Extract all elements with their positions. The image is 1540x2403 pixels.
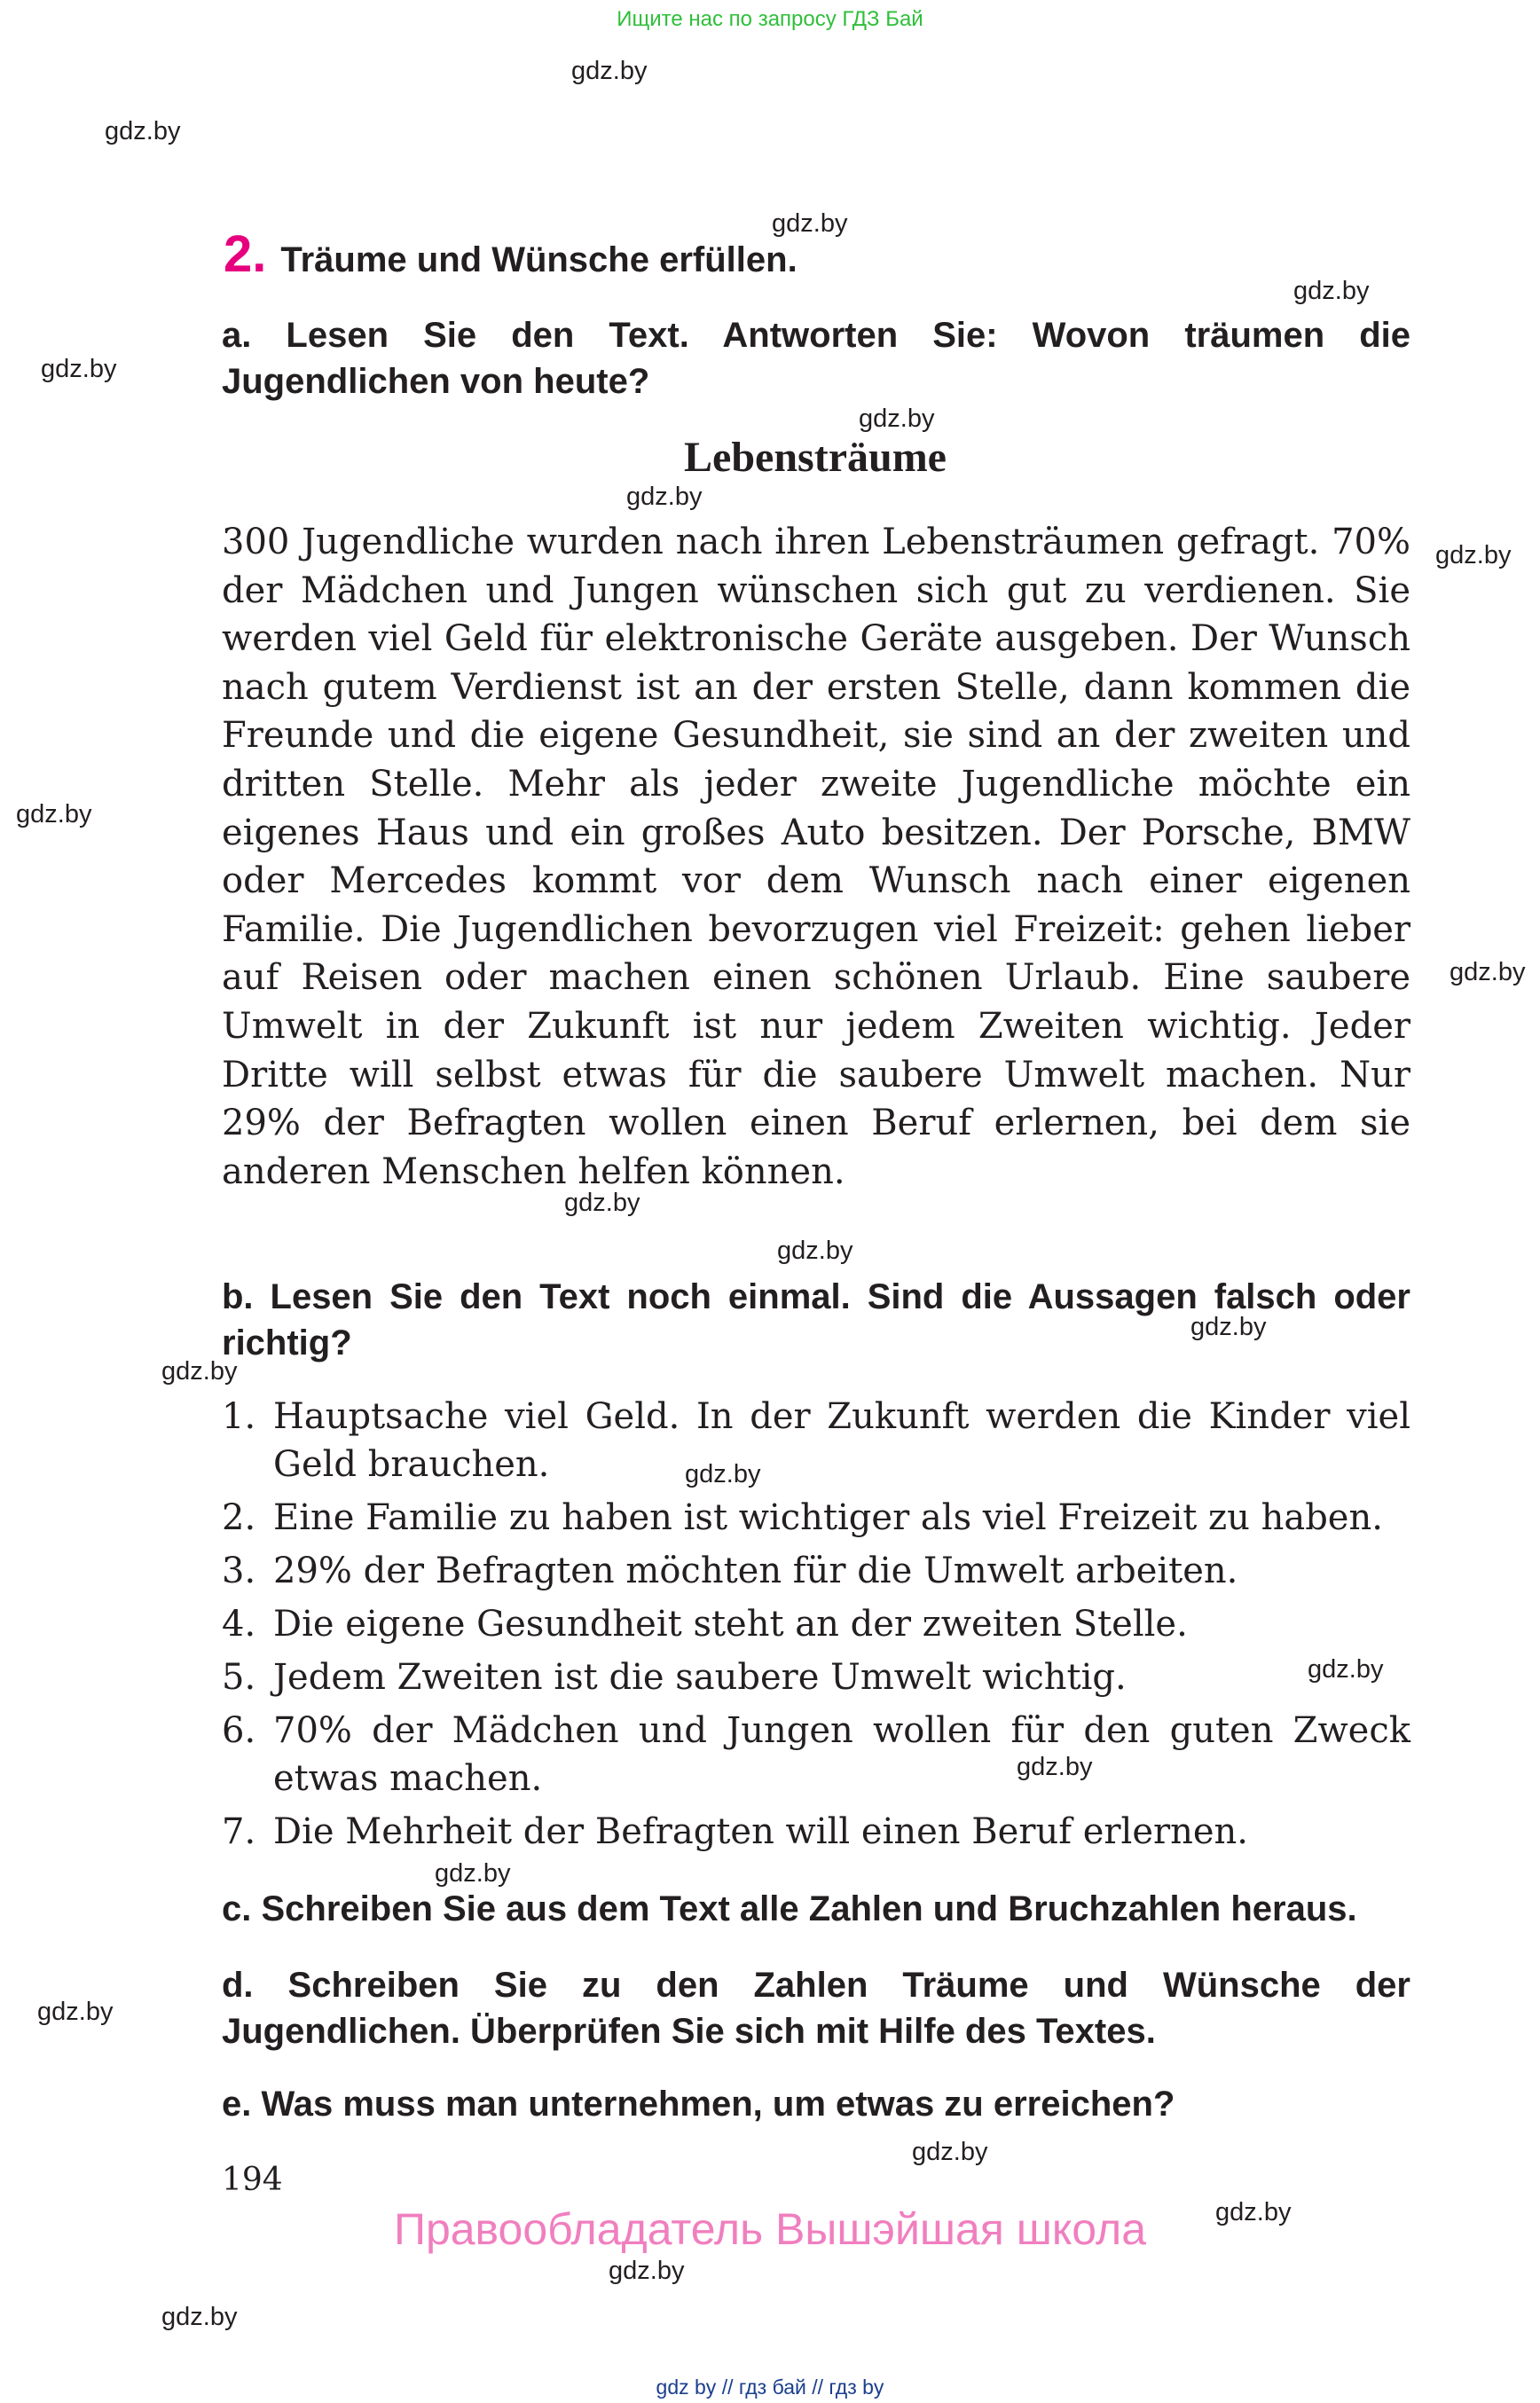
watermark: gdz.by bbox=[772, 209, 848, 238]
statement-item bbox=[222, 1653, 1410, 1701]
watermark: gdz.by bbox=[777, 1237, 853, 1265]
task-d: d. Schreiben Sie zu den Zahlen Träume und Wünsche der Jugendlichen. Überprüfen Sie sich mit Hilfe des Textes. bbox=[222, 1966, 1410, 2051]
statement-item bbox=[222, 1808, 1410, 1856]
watermark: gdz.by bbox=[105, 117, 181, 145]
watermark: gdz.by bbox=[161, 2303, 238, 2331]
statement-number: 7. bbox=[222, 1811, 256, 1852]
statement-number: 6. bbox=[222, 1710, 256, 1751]
statement-text: 29% der Befragten möchten für die Umwelt arbeiten. bbox=[273, 1551, 1238, 1591]
footer-links: gdz by // гдз бай // гдз by bbox=[656, 2376, 884, 2399]
statement-number: 1. bbox=[222, 1396, 256, 1437]
watermark: gdz.by bbox=[1435, 541, 1512, 569]
page-number: 194 bbox=[222, 2162, 283, 2198]
watermark: gdz.by bbox=[1293, 277, 1370, 305]
task-b: b. Lesen Sie den Text noch einmal. Sind die Aussagen falsch oder richtig? bbox=[222, 1277, 1410, 1362]
watermark: gdz.by bbox=[571, 57, 648, 85]
statement-number: 4. bbox=[222, 1604, 256, 1645]
watermark: gdz.by bbox=[1450, 958, 1526, 986]
watermark: gdz.by bbox=[912, 2138, 988, 2166]
watermark: gdz.by bbox=[609, 2257, 685, 2285]
exercise-number: 2. bbox=[224, 225, 267, 283]
statement-number: 5. bbox=[222, 1657, 256, 1698]
statement-item bbox=[222, 1547, 1410, 1595]
statement-text: Eine Familie zu haben ist wichtiger als viel Freizeit zu haben. bbox=[273, 1497, 1383, 1538]
statement-number: 2. bbox=[222, 1497, 256, 1538]
watermark: gdz.by bbox=[564, 1189, 640, 1217]
statement-text: Die eigene Gesundheit steht an der zweiten Stelle. bbox=[273, 1604, 1188, 1645]
statement-text: 70% der Mädchen und Jungen wollen für den guten Zweck etwas machen. bbox=[273, 1710, 1410, 1799]
statement-number: 3. bbox=[222, 1551, 256, 1591]
exercise-title: Träume und Wünsche erfüllen. bbox=[280, 240, 798, 279]
watermark: gdz.by bbox=[1215, 2198, 1292, 2226]
watermark: gdz.by bbox=[435, 1859, 511, 1888]
statement-item bbox=[222, 1393, 1410, 1488]
watermark: gdz.by bbox=[1017, 1753, 1093, 1781]
reading-text: 300 Jugendliche wurden nach ihren Lebensträumen gefragt. 70% der Mädchen und Jungen wünschen sich gut zu verdienen. Sie werden viel Geld für elektronische Geräte ausgeben. Der Wunsch nach gutem Verdienst ist an der ersten Stelle, dann kommen die Freunde und die eigene Gesundheit, sie sind an der zweiten und dritten Stelle. Mehr als jeder zweite Jugendliche möchte ein eigenes Haus und ein großes Auto besitzen. Der Porsche, BMW oder Mercedes kommt vor dem Wunsch nach einer eigenen Familie. Die Jugendlichen bevorzugen viel Freizeit: gehen lieber auf Reisen oder machen einen schönen Urlaub. Eine saubere Umwelt in der Zukunft ist nur jedem Zweiten wichtig. Jeder Dritte will selbst etwas für die saubere Umwelt machen. Nur 29% der Befragten wollen einen Beruf erlernen, bei dem sie anderen Menschen helfen können. bbox=[222, 522, 1410, 1192]
exercise-header bbox=[224, 225, 798, 283]
watermark: gdz.by bbox=[685, 1460, 761, 1488]
watermark: gdz.by bbox=[626, 483, 703, 511]
watermark: gdz.by bbox=[859, 404, 935, 433]
task-e: e. Was muss man unternehmen, um etwas zu erreichen? bbox=[222, 2085, 1175, 2124]
statement-text: Jedem Zweiten ist die saubere Umwelt wichtig. bbox=[273, 1657, 1127, 1698]
watermark: gdz.by bbox=[41, 355, 117, 383]
rights-holder-notice: Правообладатель Вышэйшая школа bbox=[394, 2204, 1146, 2254]
top-banner: Ищите нас по запросу ГДЗ Бай bbox=[617, 7, 923, 31]
watermark: gdz.by bbox=[16, 800, 92, 828]
watermark: gdz.by bbox=[1190, 1313, 1267, 1341]
statement-text: Die Mehrheit der Befragten will einen Beruf erlernen. bbox=[273, 1811, 1249, 1852]
task-c: c. Schreiben Sie aus dem Text alle Zahlen und Bruchzahlen heraus. bbox=[222, 1889, 1357, 1928]
statement-item bbox=[222, 1707, 1410, 1802]
statement-item bbox=[222, 1600, 1410, 1648]
watermark: gdz.by bbox=[1308, 1655, 1384, 1684]
task-a: a. Lesen Sie den Text. Antworten Sie: Wovon träumen die Jugendlichen von heute? bbox=[222, 316, 1410, 401]
statement-item bbox=[222, 1494, 1410, 1542]
reading-title: Lebensträume bbox=[684, 434, 947, 481]
statement-list bbox=[222, 1393, 1410, 1861]
statement-text: Hauptsache viel Geld. In der Zukunft werden die Kinder viel Geld brauchen. bbox=[273, 1396, 1410, 1485]
watermark: gdz.by bbox=[161, 1357, 238, 1386]
watermark: gdz.by bbox=[37, 1998, 114, 2026]
